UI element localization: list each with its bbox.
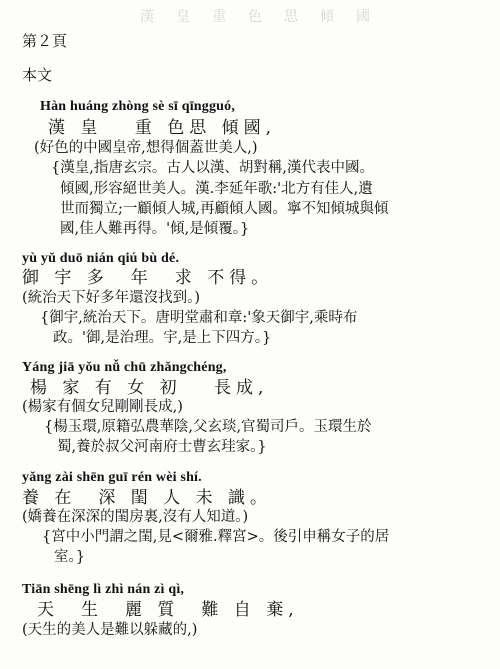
- translation-line: (楊家有個女兒剛剛長成,): [22, 399, 183, 415]
- translation-line: (好色的中國皇帝,想得個蓋世美人,): [34, 140, 258, 156]
- pinyin-line: yǎng zài shēn guī rén wèi shí.: [22, 470, 202, 485]
- annotation-line: 傾國,形容絕世美人。漢.李延年歌:'北方有佳人,遺: [60, 181, 373, 197]
- annotation-line: {御宇,統治天下。唐明堂肅和章:'象天御宇,乘時布: [40, 310, 358, 326]
- pinyin-line: Tiān shēng lì zhì nán zì qì,: [22, 582, 185, 597]
- annotation-line: 國,佳人難再得。'傾,是傾覆。}: [60, 221, 250, 237]
- verse-line: 天 生 麗 質 難 自 棄,: [37, 600, 299, 620]
- pinyin-line: yù yǔ duō nián qiú bù dé.: [22, 251, 180, 266]
- verse-line: 御 宇 多 年 求 不得。: [22, 268, 274, 288]
- translation-line: (天生的美人是難以躲藏的,): [22, 622, 198, 638]
- annotation-line: {漢皇,指唐玄宗。古人以漢、胡對稱,漢代表中國。: [51, 160, 374, 176]
- pinyin-line: Hàn huáng zhòng sè sī qīngguó,: [40, 99, 236, 114]
- annotation-line: {宮中小門謂之閨,見<爾雅.釋宮>。後引申稱女子的居: [42, 529, 390, 545]
- annotation-line: 世而獨立;一顧傾人城,再顧傾人國。寧不知傾城與傾: [60, 201, 389, 217]
- pinyin-line: Yáng jiā yǒu nǚ chū zhǎngchéng,: [22, 360, 227, 375]
- annotation-line: 蜀,養於叔父河南府士曹玄珪家。}: [57, 439, 267, 455]
- annotation-line: 政。'御,是治理。宇,是上下四方。}: [53, 330, 272, 346]
- verse-line: 漢 皇 重 色思 傾國,: [48, 118, 277, 138]
- translation-line: (統治天下好多年還沒找到。): [22, 290, 201, 306]
- verse-line: 養 在 深 閨 人 未 識。: [22, 488, 273, 508]
- verse-line: 楊 家 有 女 初 長成,: [30, 378, 269, 398]
- page-number-label: 第２頁: [22, 32, 68, 50]
- annotation-line: 室。}: [54, 549, 85, 565]
- annotation-line: {楊玉環,原籍弘農華陰,父玄琰,官蜀司戶。玉環生於: [44, 419, 372, 435]
- faint-watermark-text: 漢皇重色思傾國: [140, 9, 392, 25]
- translation-line: (嬌養在深深的閨房裏,沒有人知道。): [22, 509, 249, 525]
- section-heading: 本文: [22, 66, 53, 84]
